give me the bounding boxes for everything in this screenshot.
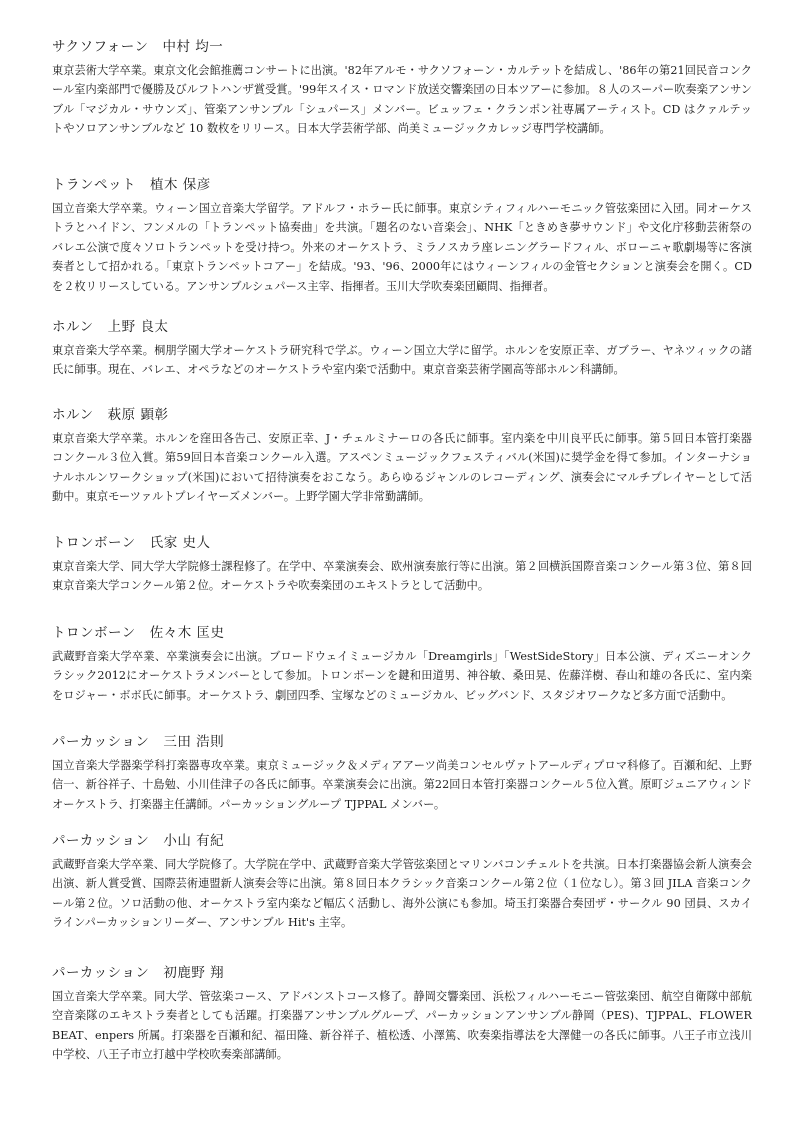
member-heading: パーカッション 初鹿野 翔 <box>52 965 225 981</box>
member-profile-horn-ueno <box>52 318 752 380</box>
member-heading: トロンボーン 氏家 史人 <box>52 535 211 551</box>
member-profile-percussion-koyama <box>52 832 752 933</box>
member-bio: 東京芸術大学卒業。東京文化会館推薦コンサートに出演。'82年アルモ・サクソフォーン・カルテットを結成し、'86年の第21回民音コンクール室内楽部門で優勝及びルフトハンザ賞受賞。'99年スイス・ロマンド放送交響楽団の日本ツアーに参加。８人のスーパー吹奏楽アンサンブル「マジカル・サウンズ」、管楽アンサンブル「シュパース」メンバー。ビュッフェ・クランポン社専属アーティスト。CD はクァルテットやソロアンサンブルなど 10 数枚をリリース。日本大学芸術学部、尚美ミュージックカレッジ専門学校講師。 <box>52 64 752 136</box>
member-heading: トランペット 植木 保彦 <box>52 177 211 193</box>
member-profile-percussion-mita <box>52 733 752 814</box>
member-bio: 武蔵野音楽大学卒業、同大学院修了。大学院在学中、武蔵野音楽大学管弦楽団とマリンバコンチェルトを共演。日本打楽器協会新人演奏会出演、新人賞受賞、国際芸術連盟新人演奏会等に出演。第８回日本クラシック音楽コンクール第２位（１位なし）。第３回 JILA 音楽コンクール第２位。ソロ活動の他、オーケストラ室内楽など幅広く活動し、海外公演にも参加。埼玉打楽器合奏団ザ・サークル 90 団員、スカイラインパーカッションリーダー、アンサンブル Hit's 主宰。 <box>52 858 752 930</box>
member-heading: パーカッション 小山 有紀 <box>52 833 225 849</box>
member-profile-saxophone-nakamura <box>52 38 752 139</box>
member-heading: トロンボーン 佐々木 匡史 <box>52 625 225 641</box>
member-bio: 東京音楽大学卒業。桐朋学園大学オーケストラ研究科で学ぶ。ウィーン国立大学に留学。ホルンを安原正幸、ガブラー、ヤネツィックの諸氏に師事。現在、バレエ、オペラなどのオーケストラや室内楽で活動中。東京音楽芸術学園高等部ホルン科講師。 <box>52 344 752 377</box>
member-bio: 東京音楽大学卒業。ホルンを窪田各告己、安原正幸、J・チェルミナーロの各氏に師事。室内楽を中川良平氏に師事。第５回日本管打楽器コンクール３位入賞。第59回日本音楽コンクール入選。アスペンミュージックフェスティバル(米国)に奨学金を得て参加。インターナショナルホルンワークショップ(米国)において招待演奏をおこなう。あらゆるジャンルのレコーディング、演奏会にマルチプレイヤーとして活動中。東京モーツァルトプレイヤーズメンバー。上野学園大学非常勤講師。 <box>52 432 752 504</box>
member-heading: パーカッション 三田 浩則 <box>52 734 225 750</box>
member-heading: ホルン 上野 良太 <box>52 319 169 335</box>
member-heading: ホルン 萩原 顕彰 <box>52 407 169 423</box>
member-bio: 国立音楽大学卒業。ウィーン国立音楽大学留学。アドルフ・ホラー氏に師事。東京シティフィルハーモニック管弦楽団に入団。同オーケストラとハイドン、フンメルの「トランペット協奏曲」を共演。「題名のない音楽会」、NHK「ときめき夢サウンド」や文化庁移動芸術祭のバレエ公演で度々ソロトランペットを受け持つ。外来のオーケストラ、ミラノスカラ座レニングラードフィル、ボローニャ歌劇場等に客演奏者として招かれる。「東京トランペットコアー」を結成。'93、'96、2000年にはウィーンフィルの金管セクションと演奏会を開く。CD を２枚リリースしている。アンサンブルシュパース主宰、指揮者。玉川大学吹奏楽団顧問、指揮者。 <box>52 202 752 293</box>
member-profile-trumpet-ueki <box>52 176 752 296</box>
member-bio: 東京音楽大学、同大学大学院修士課程修了。在学中、卒業演奏会、欧州演奏旅行等に出演。第２回横浜国際音楽コンクール第３位、第８回東京音楽大学コンクール第２位。オーケストラや吹奏楽団のエキストラとして活動中。 <box>52 560 752 593</box>
member-bio: 国立音楽大学器楽学科打楽器専攻卒業。東京ミュージック＆メディアアーツ尚美コンセルヴァトアールディプロマ科修了。百瀬和紀、上野信一、新谷祥子、十島勉、小川佳津子の各氏に師事。卒業演奏会に出演。第22回日本管打楽器コンクール５位入賞。原町ジュニアウィンドオーケストラ、打楽器主任講師。パーカッショングループ TJPPAL メンバー。 <box>52 759 752 811</box>
member-bio: 武蔵野音楽大学卒業、卒業演奏会に出演。ブロードウェイミュージカル「Dreamgirls」「WestSideStory」日本公演、ディズニーオンクラシック2012にオーケストラメンバーとして参加。トロンボーンを鍵和田道男、神谷敏、桑田晃、佐藤洋樹、春山和雄の各氏に、室内楽をロジャー・ボボ氏に師事。オーケストラ、劇団四季、宝塚などのミュージカル、ビッグバンド、スタジオワークなど多方面で活動中。 <box>52 650 752 702</box>
member-profile-trombone-sasaki <box>52 624 752 705</box>
member-profile-trombone-ujiie <box>52 534 752 596</box>
member-bio: 国立音楽大学卒業。同大学、管弦楽コース、アドバンストコース修了。静岡交響楽団、浜松フィルハーモニー管弦楽団、航空自衛隊中部航空音楽隊のエキストラ奏者としても活躍。打楽器アンサンブルグループ、パーカッションアンサンブル静岡（PES)、TJPPAL、FLOWER BEAT、enpers 所属。打楽器を百瀬和紀、福田隆、新谷祥子、植松透、小澤篤、吹奏楽指導法を大澤健一の各氏に師事。八王子市立浅川中学校、八王子市立打越中学校吹奏楽部講師。 <box>52 990 752 1062</box>
member-profile-horn-hagiwara <box>52 406 752 507</box>
member-profile-percussion-hajikano <box>52 964 752 1065</box>
member-heading: サクソフォーン 中村 均一 <box>52 39 224 55</box>
